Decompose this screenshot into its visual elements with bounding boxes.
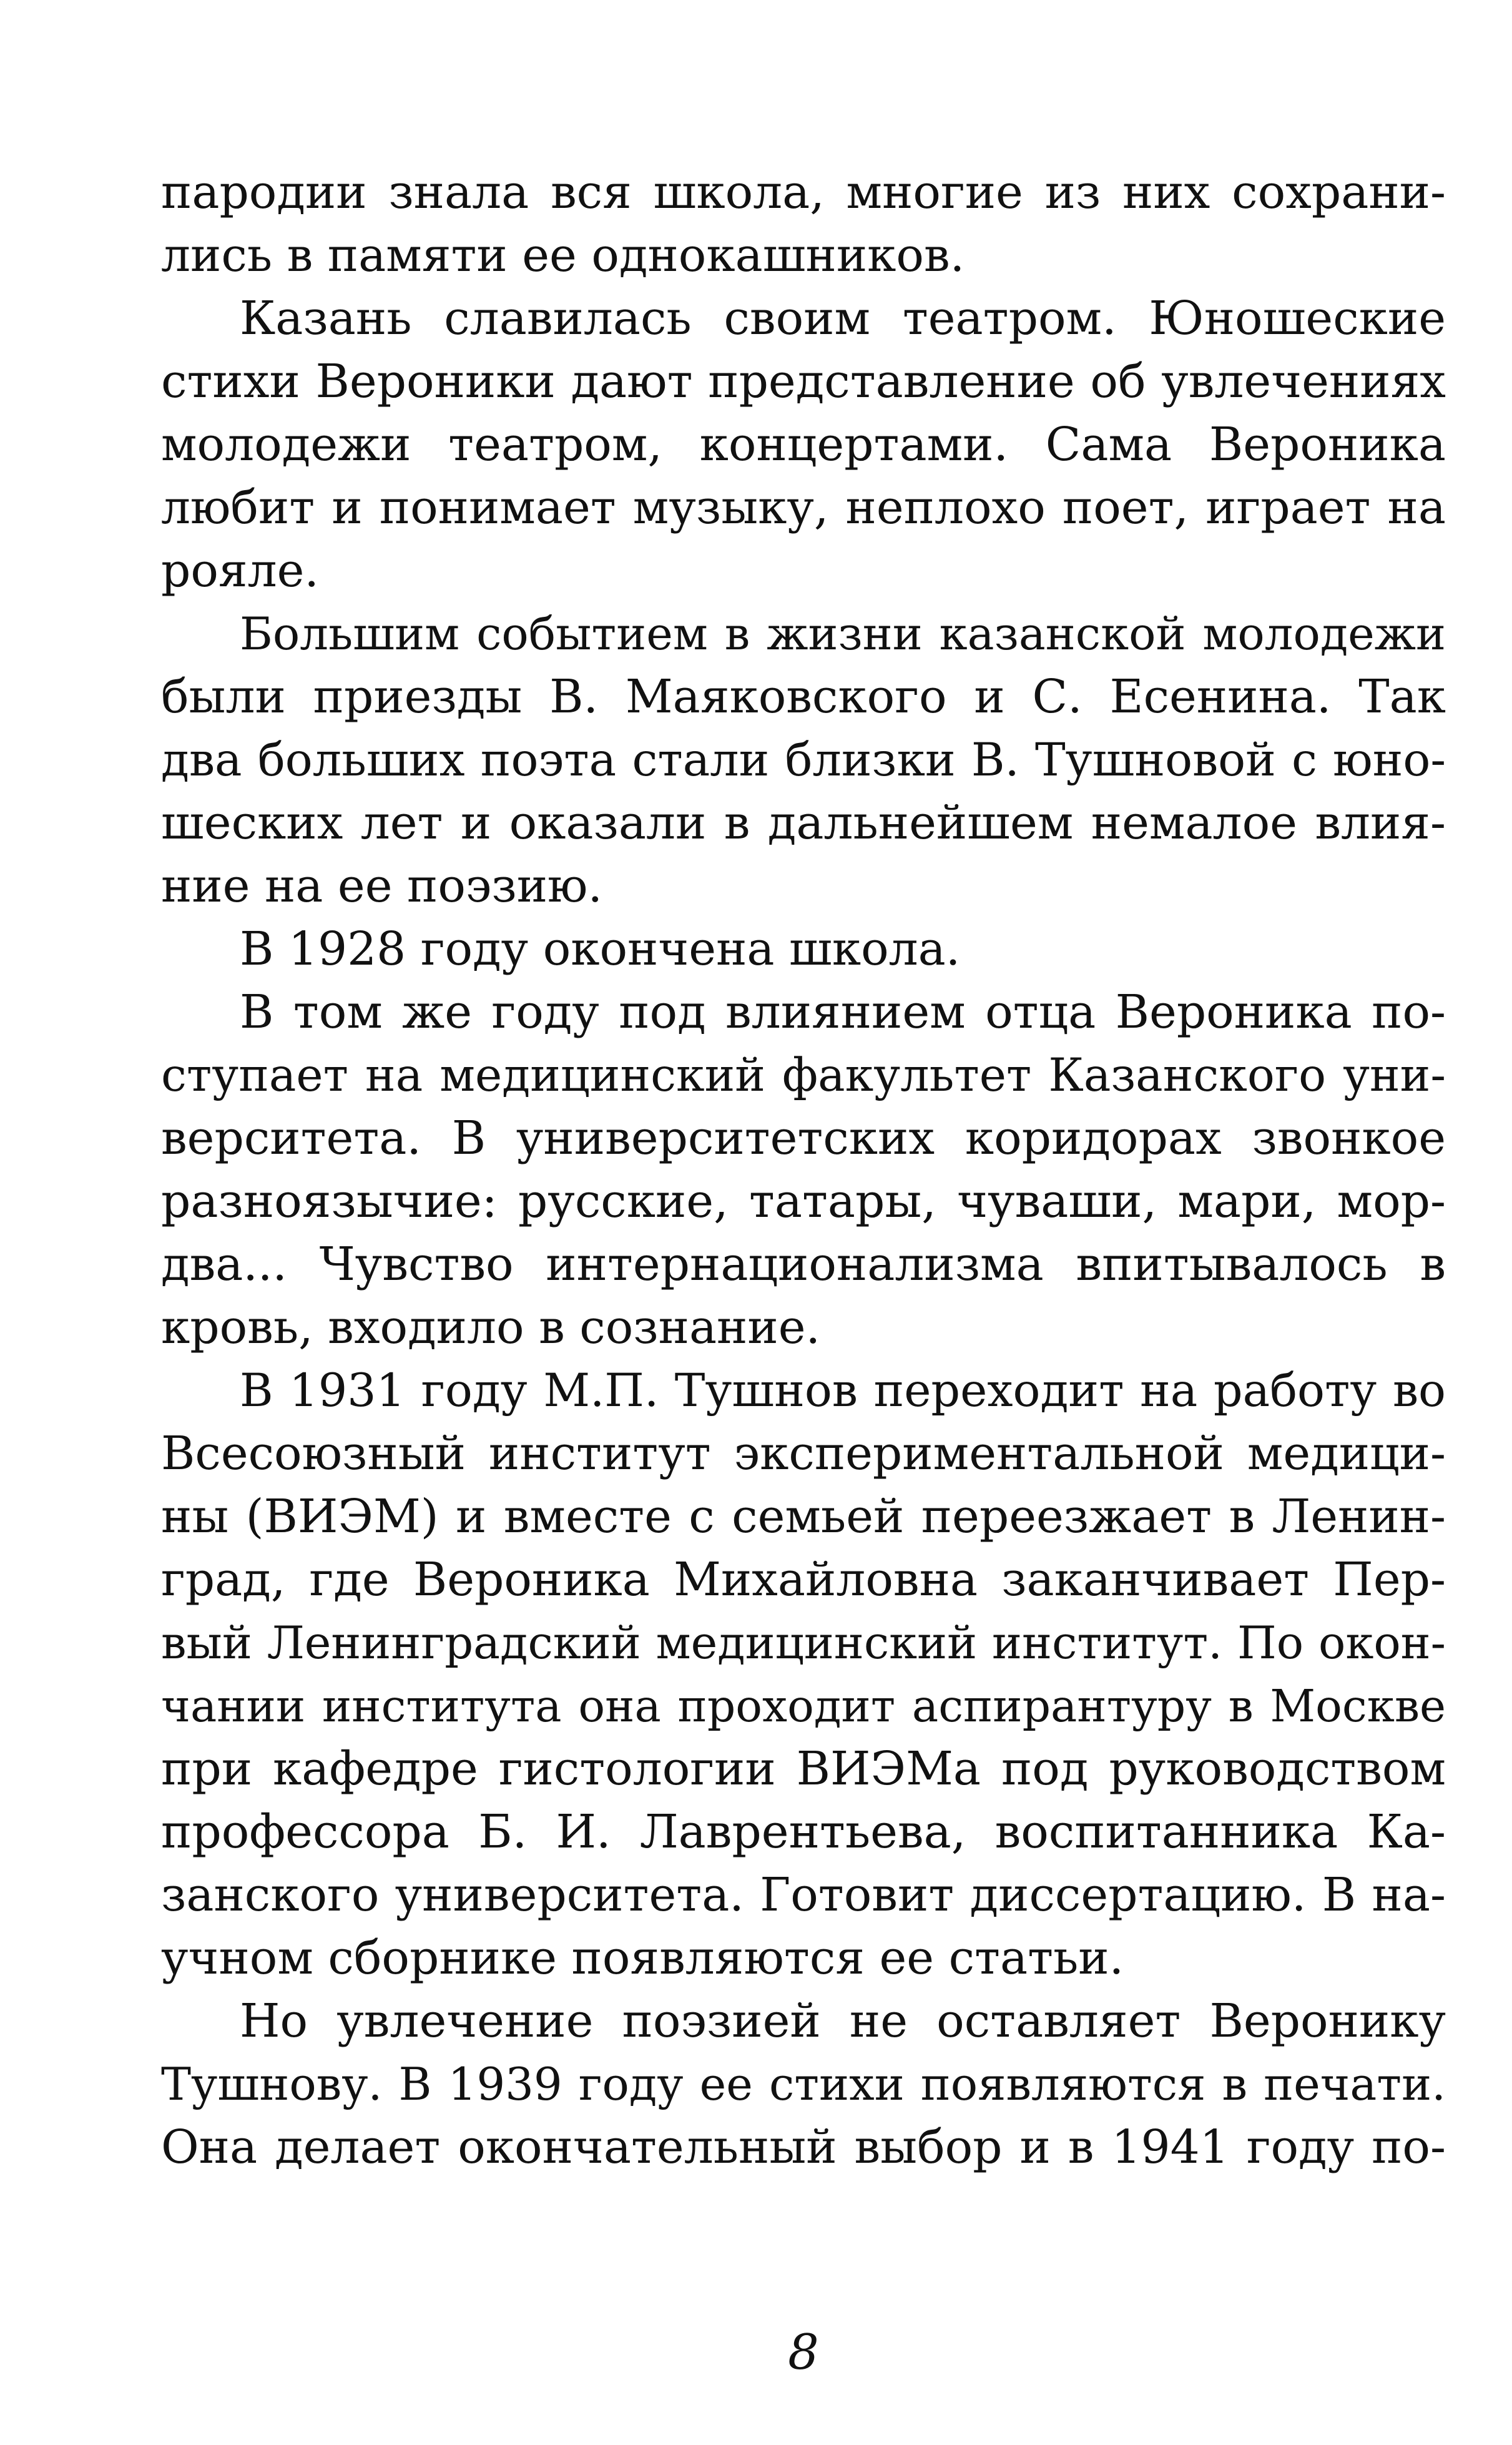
text-line: лись в памяти ее однокашников. [161, 229, 965, 282]
text-line: чании института она проходит аспирантуру в Москве [161, 1680, 1446, 1732]
page-number: 8 [788, 2324, 819, 2381]
book-page [161, 161, 1446, 2381]
text-line: были приезды В. Маяковского и С. Есенина. Так [161, 670, 1446, 724]
text-line: ние на ее поэзию. [161, 859, 602, 913]
text-line: ступает на медицинский факультет Казанского уни- [161, 1049, 1446, 1102]
text-line: Но увлечение поэзией не оставляет Веронику [240, 1994, 1446, 2048]
text-line: вый Ленинградский медицинский институт. По окон- [161, 1616, 1446, 1669]
text-line: кровь, входило в сознание. [161, 1301, 821, 1354]
text-line: град, где Вероника Михайловна заканчивает Пер- [161, 1553, 1446, 1606]
text-line: любит и понимает музыку, неплохо поет, играет на [161, 481, 1446, 534]
text-line: В 1931 году М.П. Тушнов переходит на работу во [240, 1364, 1446, 1417]
text-line: Казань славилась своим театром. Юношеские [240, 292, 1446, 345]
text-line: верситета. В университетских коридорах звонкое [161, 1111, 1446, 1165]
text-line: рояле. [161, 544, 319, 598]
text-line: два... Чувство интернационализма впитывалось в [161, 1237, 1446, 1291]
text-line: Она делает окончательный выбор и в 1941 году по- [161, 2120, 1446, 2174]
text-line: стихи Вероники дают представление об увлечениях [161, 355, 1446, 408]
text-line: профессора Б. И. Лаврентьева, воспитанника Ка- [161, 1805, 1446, 1859]
text-line: ны (ВИЭМ) и вместе с семьей переезжает в Ленин- [161, 1490, 1446, 1543]
text-line: пародии знала вся школа, многие из них сохрани- [161, 165, 1446, 219]
text-line: шеских лет и оказали в дальнейшем немалое влия- [161, 796, 1446, 850]
text-line: В том же году под влиянием отца Вероника по- [240, 985, 1446, 1039]
text-line: молодежи театром, концертами. Сама Вероника [161, 418, 1446, 471]
text-line: разноязычие: русские, татары, чуваши, мари, мор- [161, 1174, 1446, 1228]
text-line: Тушнову. В 1939 году ее стихи появляются в печати. [161, 2058, 1446, 2110]
body-text [161, 161, 1446, 2179]
text-line: учном сборнике появляются ее статьи. [161, 1931, 1124, 1985]
text-line: Большим событием в жизни казанской молодежи [240, 608, 1446, 660]
text-line: В 1928 году окончена школа. [240, 922, 961, 976]
text-line: два больших поэта стали близки В. Тушновой с юно- [161, 734, 1446, 787]
text-line: Всесоюзный институт экспериментальной медици- [161, 1427, 1446, 1480]
text-line: при кафедре гистологии ВИЭМа под руководством [161, 1742, 1446, 1796]
text-line: занского университета. Готовит диссертацию. В на- [161, 1868, 1446, 1922]
